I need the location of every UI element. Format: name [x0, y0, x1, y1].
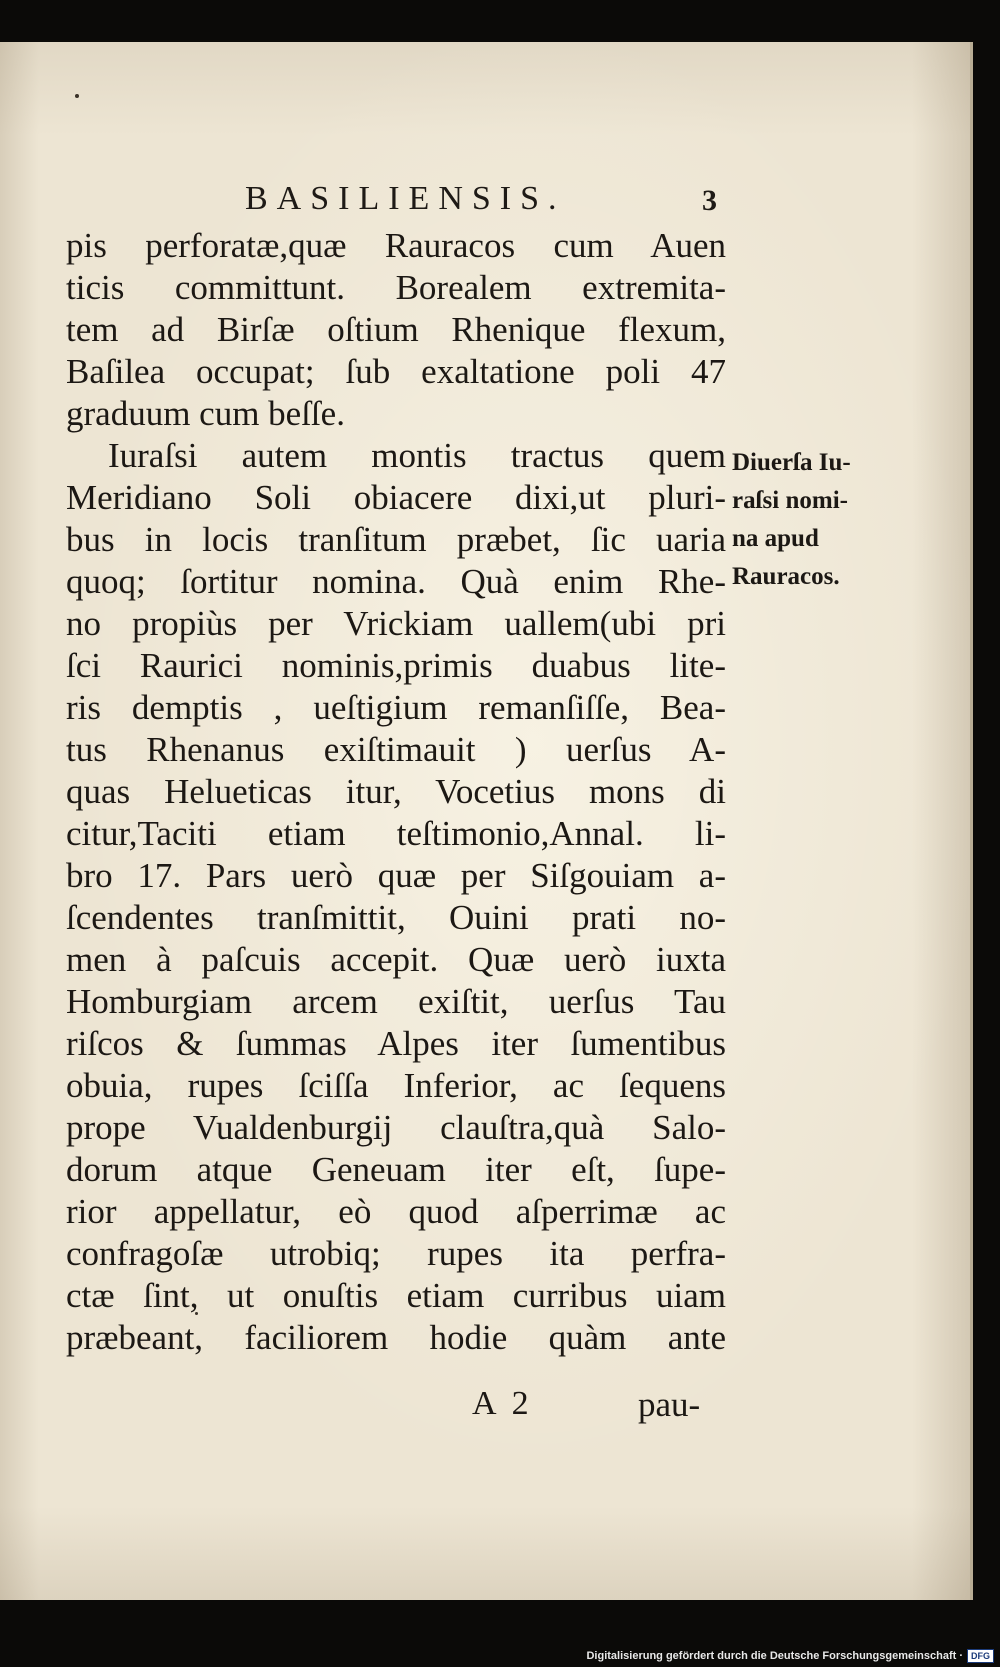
text-line: Homburgiam arcem exiſtit, uerſus Tau — [66, 982, 726, 1021]
text-line: ticis committunt. Borealem extremita- — [66, 268, 726, 307]
dfg-logo: DFG — [967, 1649, 994, 1663]
signature-mark: A 2 — [472, 1385, 529, 1422]
text-line: obuia, rupes ſciſſa Inferior, ac ſequens — [66, 1066, 726, 1105]
text-line: Baſilea occupat; ſub exaltatione poli 47 — [66, 352, 726, 391]
text-line: ſci Raurici nominis,primis duabus lite- — [66, 646, 726, 685]
text-line: Iuraſsi autem montis tractus quem — [108, 436, 726, 475]
text-line: men à paſcuis accepit. Quæ uerò iuxta — [66, 940, 726, 979]
text-line: rior appellatur, eò quod aſperrimæ ac — [66, 1192, 726, 1231]
text-line: Meridiano Soli obiacere dixi,ut pluri- — [66, 478, 726, 517]
text-line: ctæ ſint, ut onuſtis etiam curribus uiam — [66, 1276, 726, 1315]
text-line: no propiùs per Vrickiam uallem(ubi pri — [66, 604, 726, 643]
text-line: præbeant, faciliorem hodie quàm ante — [66, 1318, 726, 1357]
marginal-note — [732, 444, 882, 596]
text-line: riſcos & ſummas Alpes iter ſumentibus — [66, 1024, 726, 1063]
text-line: quoq; ſortitur nomina. Quà enim Rhe- — [66, 562, 726, 601]
page-number: 3 — [702, 184, 717, 217]
text-line: graduum cum beſſe. — [66, 394, 345, 433]
text-line: tem ad Birſæ oſtium Rhenique flexum, — [66, 310, 726, 349]
text-line: dorum atque Geneuam iter eſt, ſupe- — [66, 1150, 726, 1189]
text-line: prope Vualdenburgij clauſtra,quà Salo- — [66, 1108, 726, 1147]
text-line: ſcendentes tranſmittit, Ouini prati no- — [66, 898, 726, 937]
text-line: ris demptis , ueſtigium remanſiſſe, Bea- — [66, 688, 726, 727]
running-head: BASILIENSIS. — [245, 180, 566, 217]
text-line: bus in locis tranſitum præbet, ſic uaria — [66, 520, 726, 559]
text-line: tus Rhenanus exiſtimauit ) uerſus A- — [66, 730, 726, 769]
ink-speck — [75, 94, 79, 98]
marginal-note-line: na apud — [732, 525, 819, 552]
catchword: pau- — [638, 1385, 701, 1424]
main-text-block — [66, 225, 726, 1359]
text-line: quas Helueticas itur, Vocetius mons di — [66, 772, 726, 811]
text-line: bro 17. Pars uerò quæ per Siſgouiam a- — [66, 856, 726, 895]
text-line: citur,Taciti etiam teſtimonio,Annal. li- — [66, 814, 726, 853]
text-line: pis perforatæ,quæ Rauracos cum Auen — [66, 226, 726, 265]
marginal-note-line: Diuerſa Iu- — [732, 449, 851, 476]
credit-text: Digitalisierung gefördert durch die Deutsche Forschungsgemeinschaft · — [586, 1650, 963, 1662]
text-line: confragoſæ utrobiq; rupes ita perfra- — [66, 1234, 726, 1273]
book-page — [0, 42, 973, 1600]
digitization-credit — [586, 1649, 994, 1663]
marginal-note-line: raſsi nomi- — [732, 487, 848, 514]
marginal-note-line: Rauracos. — [732, 563, 840, 590]
